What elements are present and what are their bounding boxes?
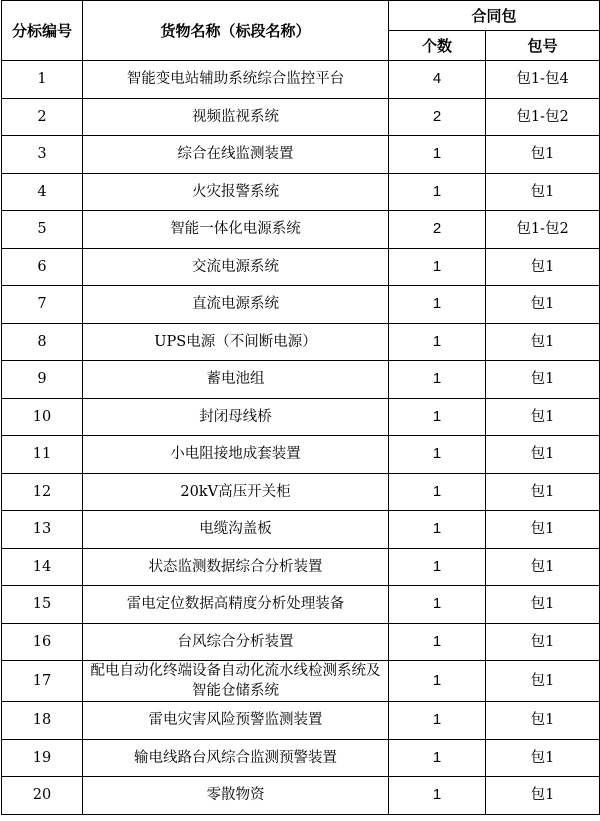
cell-name: 视频监视系统 — [83, 98, 389, 136]
table-row — [2, 98, 600, 136]
cell-id: 11 — [2, 436, 83, 474]
cell-count: 1 — [389, 173, 486, 211]
table-row — [2, 777, 600, 815]
cell-id: 10 — [2, 398, 83, 436]
cell-package-no: 包1 — [486, 173, 600, 211]
cell-package-no: 包1 — [486, 661, 600, 702]
header-name: 货物名称（标段名称） — [83, 1, 389, 61]
goods-table — [1, 0, 600, 815]
cell-package-no: 包1 — [486, 548, 600, 586]
cell-count: 4 — [389, 61, 486, 99]
header-count: 个数 — [389, 31, 486, 61]
header-id: 分标编号 — [2, 1, 83, 61]
cell-count: 1 — [389, 548, 486, 586]
cell-id: 17 — [2, 661, 83, 702]
cell-id: 15 — [2, 586, 83, 624]
cell-name: UPS电源（不间断电源） — [83, 323, 389, 361]
table-row — [2, 173, 600, 211]
table-row — [2, 548, 600, 586]
cell-count: 1 — [389, 739, 486, 777]
table-row — [2, 398, 600, 436]
table-row — [2, 739, 600, 777]
cell-id: 14 — [2, 548, 83, 586]
cell-package-no: 包1 — [486, 286, 600, 324]
cell-count: 1 — [389, 511, 486, 549]
cell-package-no: 包1 — [486, 702, 600, 740]
cell-name: 配电自动化终端设备自动化流水线检测系统及智能仓储系统 — [83, 661, 389, 702]
cell-count: 1 — [389, 286, 486, 324]
cell-package-no: 包1 — [486, 739, 600, 777]
cell-id: 1 — [2, 61, 83, 99]
cell-id: 7 — [2, 286, 83, 324]
cell-name: 电缆沟盖板 — [83, 511, 389, 549]
cell-id: 6 — [2, 248, 83, 286]
cell-name: 封闭母线桥 — [83, 398, 389, 436]
cell-count: 1 — [389, 136, 486, 174]
cell-name: 智能变电站辅助系统综合监控平台 — [83, 61, 389, 99]
cell-id: 3 — [2, 136, 83, 174]
cell-id: 13 — [2, 511, 83, 549]
cell-count: 1 — [389, 702, 486, 740]
table-row — [2, 661, 600, 702]
cell-package-no: 包1 — [486, 136, 600, 174]
cell-name: 综合在线监测装置 — [83, 136, 389, 174]
cell-package-no: 包1 — [486, 361, 600, 399]
table-row — [2, 473, 600, 511]
cell-id: 18 — [2, 702, 83, 740]
cell-package-no: 包1-包4 — [486, 61, 600, 99]
table-row — [2, 323, 600, 361]
cell-count: 1 — [389, 661, 486, 702]
cell-package-no: 包1 — [486, 511, 600, 549]
cell-package-no: 包1 — [486, 323, 600, 361]
header-contract-package: 合同包 — [389, 1, 600, 31]
table-row — [2, 136, 600, 174]
cell-count: 1 — [389, 586, 486, 624]
cell-name: 直流电源系统 — [83, 286, 389, 324]
cell-id: 16 — [2, 623, 83, 661]
cell-name: 智能一体化电源系统 — [83, 211, 389, 249]
cell-name: 20kV高压开关柜 — [83, 473, 389, 511]
table-row — [2, 623, 600, 661]
cell-id: 2 — [2, 98, 83, 136]
header-row — [2, 1, 600, 31]
cell-package-no: 包1 — [486, 473, 600, 511]
cell-name: 状态监测数据综合分析装置 — [83, 548, 389, 586]
header-package-no: 包号 — [486, 31, 600, 61]
cell-name: 雷电灾害风险预警监测装置 — [83, 702, 389, 740]
cell-name: 雷电定位数据高精度分析处理装备 — [83, 586, 389, 624]
cell-id: 4 — [2, 173, 83, 211]
cell-id: 19 — [2, 739, 83, 777]
cell-count: 2 — [389, 211, 486, 249]
cell-name: 输电线路台风综合监测预警装置 — [83, 739, 389, 777]
cell-count: 1 — [389, 398, 486, 436]
cell-package-no: 包1 — [486, 623, 600, 661]
table-row — [2, 211, 600, 249]
table-row — [2, 286, 600, 324]
cell-package-no: 包1 — [486, 436, 600, 474]
table-row — [2, 586, 600, 624]
cell-name: 蓄电池组 — [83, 361, 389, 399]
cell-package-no: 包1-包2 — [486, 98, 600, 136]
cell-count: 1 — [389, 777, 486, 815]
cell-count: 2 — [389, 98, 486, 136]
cell-name: 火灾报警系统 — [83, 173, 389, 211]
cell-count: 1 — [389, 623, 486, 661]
cell-count: 1 — [389, 361, 486, 399]
cell-name: 小电阻接地成套装置 — [83, 436, 389, 474]
cell-id: 5 — [2, 211, 83, 249]
cell-count: 1 — [389, 248, 486, 286]
cell-id: 20 — [2, 777, 83, 815]
table-row — [2, 511, 600, 549]
table-row — [2, 436, 600, 474]
cell-count: 1 — [389, 473, 486, 511]
cell-id: 12 — [2, 473, 83, 511]
table-row — [2, 248, 600, 286]
cell-package-no: 包1 — [486, 586, 600, 624]
cell-package-no: 包1-包2 — [486, 211, 600, 249]
table-row — [2, 702, 600, 740]
cell-package-no: 包1 — [486, 777, 600, 815]
cell-name: 交流电源系统 — [83, 248, 389, 286]
cell-count: 1 — [389, 323, 486, 361]
cell-package-no: 包1 — [486, 248, 600, 286]
table-row — [2, 361, 600, 399]
cell-count: 1 — [389, 436, 486, 474]
cell-name: 台风综合分析装置 — [83, 623, 389, 661]
cell-name: 零散物资 — [83, 777, 389, 815]
cell-id: 8 — [2, 323, 83, 361]
cell-id: 9 — [2, 361, 83, 399]
cell-package-no: 包1 — [486, 398, 600, 436]
table-body — [2, 61, 600, 815]
table-row — [2, 61, 600, 99]
